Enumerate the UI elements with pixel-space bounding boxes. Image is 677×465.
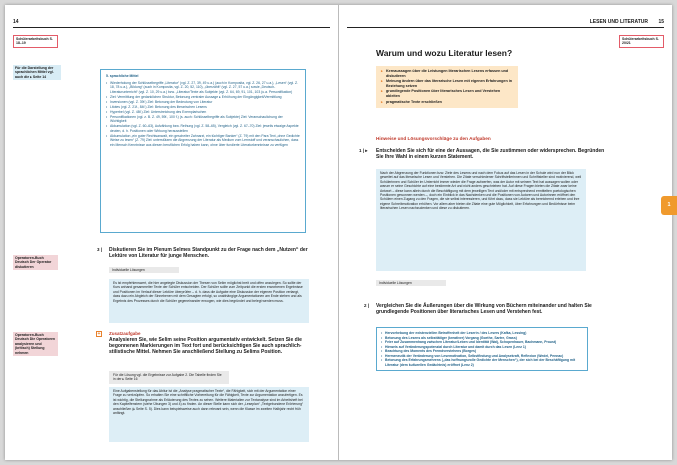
list-item: • Hervorhebung der existenziellen Betroffenheit der Leserin / des Lesers (Kafka, Lessing)	[381, 331, 583, 336]
task-3-text: Diskutieren Sie im Plenum Selmes Standpunkt zu der Frage nach dem „Nutzen“ der Lektüre von Literatur für junge Menschen.	[109, 247, 308, 259]
left-header	[13, 16, 330, 28]
list-item: • Inversionen (vgl. Z. 39f.) Ziel: Betonung der Bedeutung von Literatur	[106, 100, 300, 105]
list-item: • Betonung des Lesens als selbsttätiger (kreativer) Vorgang (Goethe, Sartre, Grass)	[381, 336, 583, 341]
list-item: • Hermeneutik der Veränderung von Lesemotivation, Selbstfindung und Analysekraft, Reflexion (Wedel, Pennac)	[381, 354, 583, 359]
side-box-means-ref: Für die Darstellung der sprachlichen Mittel vgl. auch die ▸ Seite 14	[13, 65, 61, 80]
stylistic-means-heading: 5. sprachliche Mittel	[106, 74, 139, 78]
list-item: • Ziel: Vermittlung der gedanklichen Struktur, Betonung zentraler Aussage ▸ Erhöhung der Eingängigkeit/Vermittlung	[106, 95, 300, 100]
chapter-tab[interactable]: 1	[661, 196, 677, 215]
extra-task	[97, 331, 309, 355]
extra-task-commentary: Eine Aufgabenstellung für das Abitur ist die „Analyse pragmatischer Texte“, die Fähigkeit, sich mit der Argumentation einer Frage zu verknüpfen. So erhalten Sie eine schriftliche Vorbereitung für die Fähigkeit, Texte zur Argumentation anzufertigen. Es ist wichtig, die Stellungnahme als Erläuterung des Textes zu sehen. Weitere Materialien zur Textanalyse sind im Arbeitsheft bei den Kapitelfenstern (siehe Übungen 3) und 4) zu finden. An dieser Stelle kann sich der „Leseplan“ „Textgebundene Erörterung“ anschließen (▸ Seite S. 5). Dies kann beispielsweise auch dann relevant sein, wenn die Klasse im zweiten Halbjahr recht früh anfängt.	[109, 387, 309, 442]
right-header	[347, 16, 664, 28]
task-3	[97, 247, 309, 259]
list-item: • Personifikationen (vgl. z. B. Z. 49, 59f., 100 f.) (s. auch: Schlüsselbegriffe als Subjekte) Ziel: Veranschaulichung der Wichtigkeit	[106, 115, 300, 124]
list-item: • Akkumulation „ein guter Rechtsanwalt, ein gescheiter Zahnarzt, ein tüchtiger Banker“ (Z. 79) mit den Para Text „ohne Gedichte Weise zu lesen“ (Z. 79) Ziel: unterstützen die Abgrenzung der Literatur als Medium vom Lernstoff und veranschaulichen, dass ein Mensch Kenntnisse aus diesen beruflichen Erfolg haben kann, ohne über fundierte Literaturkenntnisse zu verfügen	[106, 134, 300, 148]
stylistic-means-list	[106, 81, 300, 148]
goal-item: ▸ pragmatische Texte erschließen	[381, 100, 513, 105]
right-page	[339, 5, 672, 460]
extra-task-label: Zusatzaufgabe	[109, 331, 141, 336]
task-1-solution-label: Individuelle Lösungen	[376, 280, 446, 286]
task-3-solution-label: Individuelle Lösungen	[109, 267, 179, 273]
left-page	[5, 5, 338, 460]
task-1-text: Entscheiden Sie sich für eine der Aussagen, die Sie zustimmen oder widersprechen. Begründen Sie Ihre Wahl in einem kurzen Statement.	[376, 148, 605, 160]
learning-goals-box	[376, 66, 518, 108]
list-item: • Akkumulation (vgl. Z. 60–63), Aufzählung bzw. Reihung (vgl. Z. 58–65), Vergleich (vgl. Z. 67–70) Ziel: jeweils etwaige Aspekte deuten, d. h. Positionen oder Wirkung herausstellen	[106, 124, 300, 133]
list-item: • Betonung des Erfahrungsmehrens („das hoffnungsvolle Gedichte der Menschen“), der sich bei der Beschäftigung mit Literatur (dem kulturellen Gedächtnis) eröffnet (Lenz 2)	[381, 358, 583, 367]
plus-icon: +	[97, 331, 101, 337]
task-2-text: Vergleichen Sie die Äußerungen über die Wirkung von Büchern miteinander und halten Sie grundlegende Positionen über literarisches Lesen und Verstehen fest.	[376, 303, 592, 315]
positions-list-box	[376, 327, 588, 371]
list-item: • Hinweis auf Veränderungspotenzial durch Literatur und damit durch das Lesen (Lenz 1)	[381, 345, 583, 350]
goal-item: ▸ Meinung ändern über das literarische Lesen mit eigenen Erfahrungen in Beziehung setzen	[381, 79, 513, 88]
list-item: • Beachtung des Moments des Fremdverstehens (Borges)	[381, 349, 583, 354]
page-title: Warum und wozu Literatur lesen?	[376, 48, 513, 58]
page-number-left: 14	[13, 19, 19, 25]
side-box-operator-analysieren: Operatoren-Buch Deutsch Die Operatoren analysieren und (kritisch) Stellung nehmen	[13, 332, 58, 356]
task-3-number: 3 |	[97, 247, 103, 252]
goal-item: ▸ Kernaussagen über die Leistungen literarischen Lesens erfassen und diskutieren	[381, 69, 513, 78]
hints-heading: Hinweise und Lösungsvorschläge zu den Aufgaben	[376, 136, 491, 141]
task-2	[364, 303, 608, 315]
list-item: • Wiederholung der Schlüsselbegriffe „Literatur“ (vgl. Z. 27, 39, 49 u.a.) (auch in Komposita, vgl. Z. 26, 27 u.a.), „Lesen“ (vgl. Z. 18, 78 u.a.), „Bildung“ (auch in Komposita, vgl. Z. 20, 52, 110), „überzählt“ (vgl. Z. 27, 57 u.a.) sowie „Deutsch-Literaturunterricht“ (vgl. Z. 10, 29 u.a.) bzw. „Literatur/Texte als Subjekte (vgl. Z. 64, 69, 91, 101, 103 (u.a. Personifikation)	[106, 81, 300, 95]
task-2-number: 2 |	[364, 303, 370, 308]
list-item: • Feier auf Zusammenhang zwischen Literatur/Leben und Identität (Walj, Schopenhauer, Bachmann, Proust)	[381, 340, 583, 345]
task-3-commentary: Es ist empfehlenswert, die hier angelegte Diskussion der Thesen von Selim möglichst breit und offen anzulegen. So sollte der Kurs anhand gesammelter Texte der Schüler entscheiden. Der Schüler sollte zum Zeitpunkt die ersten erworbenen Ergebnisse und Positionen im Verlauf dieser Lektüre überprüfen – d. h. dass die Aufgabe eine Diskussion der eigenen Position verlangt, dass dazu ein Abgleich der Sinnebenen mit dem Gesagten erfolgt, so unabhängige Argumentationen am Ende stehen und als Ergebnis des Prozesses durch die Schüler gegeneinander erwogen, wie dies begründet und belegt werden muss.	[109, 279, 309, 323]
list-item: • Litotes (vgl. Z. 21f., 84f.) Ziel: Betonung des literarischen Lesens	[106, 105, 300, 110]
chapter-title: LESEN UND LITERATUR	[589, 19, 648, 25]
extra-task-text: Analysieren Sie, wie Selim seine Position argumentativ entwickelt. Setzen Sie die begonnenen Markierungen im Text fort und berücksichtigen Sie auch sprachlich-stilistische Mittel. Nehmen Sie anschließend Stellung zu Selims Position.	[109, 337, 302, 355]
side-box-workbook: Schülerarbeitsbuch S. 18–19	[13, 35, 58, 48]
list-item: • Hyperbel (vgl. Z. 48f.) Ziel: Unterstreichung des Exemplarischen	[106, 110, 300, 115]
task-1	[359, 148, 608, 160]
task-1-commentary: Nach der Abgrenzung der Funktionen bzw. Ziele des Lesens und nach dem Fokus auf das Lesen in der Schule wird nun der Blick geweitet auf das literarische Lesen und Verstehen. Die Zitate verschiedener Schriftstellerinnen und Schriftsteller sind motivierend, weil Schülerinnen und Schüler im Unterricht immer wieder die Frage aufwerfen, was der Autor mit seinem Text hat aussagen wollen oder warum er seine Geschichte auf eine bestimmte Art und nicht anders geschrieben hat. Auf diese Fragen bieten die Zitate zwar keine Antwort – diese kann allein durch die Beschäftigung mit dem jeweiligen Text und/oder mit entsprechend ermittelten poetologischen Positionen gewonnen werden –, doch ein Einblick in das Nachdenken und die Positionen von Autoren und Autorinnen eröffnet den Schülern einen Zugang zu den Fragen, die sie selbst interessieren, und führt dazu, dass sie Lektüre als bereichernd erleben und ihre eigene Schreibmotivation erhöhen. Vor allem aber bieten die Zitate eine gute Möglichkeit, über Erfahrungen und Bedürfnisse beim literarischen Lesen nachzudenken und diese zu diskutieren.	[376, 169, 586, 271]
extra-task-hint: Für die Lösung vgl. die Ergebnisse zur Aufgabe 2. Die Tabelle finden Sie in der ▸ Seite 16	[109, 371, 229, 384]
page-number-right: 15	[658, 19, 664, 25]
side-box-operator-diskutieren: Operatoren-Buch Deutsch Der Operator diskutieren	[13, 255, 58, 270]
stylistic-means-box	[100, 69, 306, 233]
side-box-workbook-right: Schülerarbeitsbuch S. 20/21	[619, 35, 664, 48]
task-1-number: 1 | ▸	[359, 148, 368, 153]
goal-item: ▸ grundlegende Positionen über literarisches Lesen und Verstehen ableiten	[381, 89, 513, 98]
book-spread	[5, 5, 672, 460]
